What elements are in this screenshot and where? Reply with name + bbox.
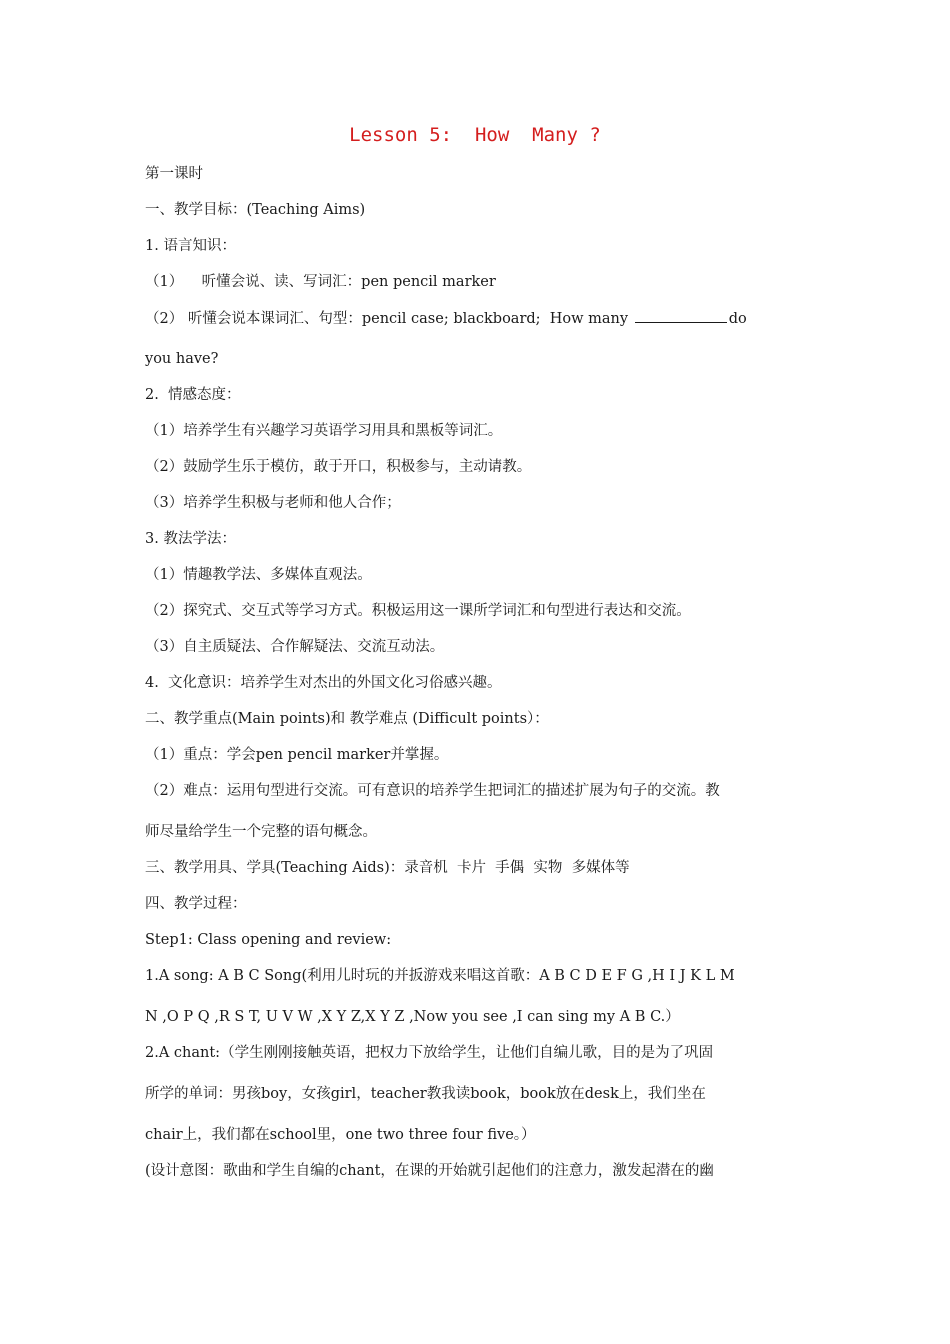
text-line: 二、教学重点(Main points)和 教学难点 (Difficult points）： xyxy=(145,711,549,727)
text-segment: do xyxy=(728,311,747,327)
text-line: （3）培养学生积极与老师和他人合作； xyxy=(145,495,401,511)
text-line: （1）培养学生有兴趣学习英语学习用具和黑板等词汇。 xyxy=(145,423,503,439)
text-line: 4. 文化意识：培养学生对杰出的外国文化习俗感兴趣。 xyxy=(145,675,502,691)
text-line: 所学的单词：男孩boy，女孩girl，teacher教我读book，book放在desk上，我们坐在 xyxy=(145,1086,706,1102)
text-line: 1.A song: A B C Song(利用儿时玩的并扳游戏来唱这首歌：A B C D E F G ,H I J K L M xyxy=(145,968,735,984)
page-title: Lesson 5: How Many ? xyxy=(349,124,601,146)
fill-in-blank xyxy=(635,308,727,323)
text-line: 三、教学用具、学具(Teaching Aids)：录音机 卡片 手偶 实物 多媒体等 xyxy=(145,860,630,876)
text-line: （2）难点：运用句型进行交流。可有意识的培养学生把词汇的描述扩展为句子的交流。教 xyxy=(145,783,720,799)
text-line: 2.A chant:（学生刚刚接触英语，把权力下放给学生，让他们自编儿歌，目的是为了巩固 xyxy=(145,1045,714,1061)
text-line: 师尽量给学生一个完整的语句概念。 xyxy=(145,824,377,840)
text-line: N ,O P Q ,R S T, U V W ,X Y Z,X Y Z ,Now you see ,I can sing my A B C.） xyxy=(145,1009,680,1025)
text-line: Step1: Class opening and review: xyxy=(145,932,392,948)
text-line: （1） 听懂会说、读、写词汇：pen pencil marker xyxy=(145,274,496,290)
text-line: 2. 情感态度： xyxy=(145,387,241,403)
text-line: (设计意图：歌曲和学生自编的chant，在课的开始就引起他们的注意力，激发起潜在的幽 xyxy=(145,1163,714,1179)
text-line: （2）鼓励学生乐于模仿，敢于开口，积极参与，主动请教。 xyxy=(145,459,532,475)
text-line: （1）情趣教学法、多媒体直观法。 xyxy=(145,567,372,583)
text-line: 一、教学目标：(Teaching Aims) xyxy=(145,202,366,218)
text-line: 3. 教法学法： xyxy=(145,531,236,547)
text-line: chair上，我们都在school里，one two three four five。） xyxy=(145,1127,536,1143)
text-line: （2）探究式、交互式等学习方式。积极运用这一课所学词汇和句型进行表达和交流。 xyxy=(145,603,691,619)
text-line-with-blank xyxy=(145,308,815,329)
text-line: 1. 语言知识： xyxy=(145,238,236,254)
text-line: 四、教学过程： xyxy=(145,896,247,912)
text-line: 第一课时 xyxy=(145,166,203,182)
text-line: （1）重点：学会pen pencil marker并掌握。 xyxy=(145,747,449,763)
text-line: （3）自主质疑法、合作解疑法、交流互动法。 xyxy=(145,639,445,655)
text-line: you have? xyxy=(145,351,219,367)
text-segment: （2） 听懂会说本课词汇、句型：pencil case; blackboard; How many xyxy=(145,311,629,327)
